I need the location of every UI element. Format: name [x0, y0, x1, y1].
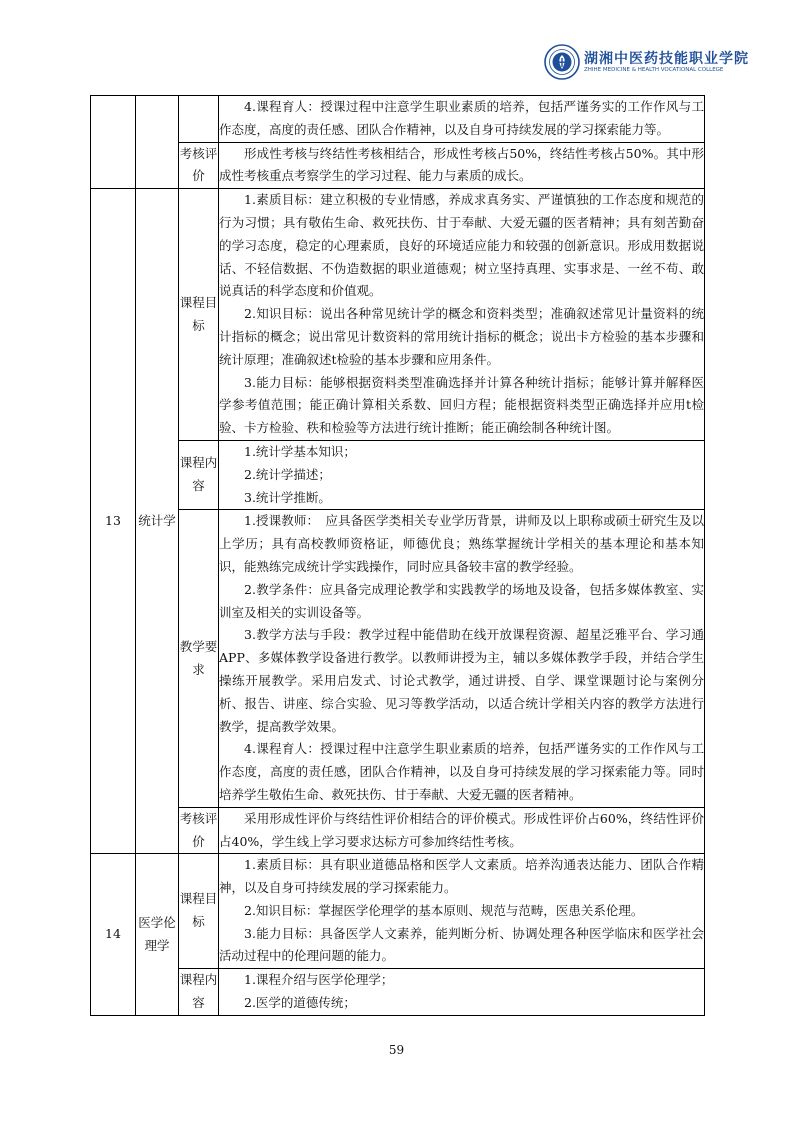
requirements-label: 教学要求 — [179, 510, 219, 807]
table-row — [91, 969, 705, 1016]
list-item: 1.统计学基本知识； — [244, 443, 356, 459]
course-number: 14 — [91, 854, 136, 1016]
content-text — [219, 440, 705, 509]
table-row — [91, 96, 705, 143]
objectives-text — [219, 189, 705, 441]
school-name-en: ZHIHE MEDICINE & HEALTH VOCATIONAL COLLEGE — [584, 67, 724, 73]
table-row — [91, 189, 705, 441]
objectives-label: 课程目标 — [179, 189, 219, 441]
course-name: 医学伦理学 — [136, 854, 179, 1016]
course-name: 统计学 — [136, 189, 179, 854]
paragraph: 4.课程育人：授课过程中注意学生职业素质的培养，包括严谨务实的工作作风与工作态度，高度的责任感，团队合作精神，以及自身可持续发展的学习探索能力等。同时培养学生敬佑生命、救死扶伤、甘于奉献、大爱无疆的医者精神。 — [219, 741, 704, 802]
paragraph: 采用形成性评价与终结性评价相结合的评价模式。形成性评价占60%，终结性评价占40%，学生线上学习要求达标方可参加终结性考核。 — [219, 810, 704, 849]
paragraph: 2.知识目标：掌握医学伦理学的基本原则、规范与范畴，医患关系伦理。 — [244, 902, 644, 918]
assessment-label: 考核评价 — [179, 807, 219, 854]
paragraph: 1.素质目标：具有职业道德品格和医学人文素质。培养沟通表达能力、团队合作精神，以及自身可持续发展的学习探索能力。 — [219, 857, 704, 896]
paragraph: 4.课程育人：授课过程中注意学生职业素质的培养，包括严谨务实的工作作风与工作态度，高度的责任感、团队合作精神，以及自身可持续发展的学习探索能力等。 — [219, 99, 704, 137]
paragraph: 1.授课教师： 应具备医学类相关专业学历背景，讲师及以上职称或硕士研究生及以上学历；具有高校教师资格证，师德优良；熟练掌握统计学相关的基本理论和基本知识，能熟练完成统计学实践操作，同时应具备较丰富的教学经验。 — [219, 513, 704, 574]
paragraph: 2.知识目标：说出各种常见统计学的概念和资料类型；准确叙述常见计量资料的统计指标的概念；说出常见计数资料的常用统计指标的概念；说出卡方检验的基本步骤和统计原理；准确叙述t检验的基本步骤和应用条件。 — [219, 306, 704, 367]
objectives-text — [219, 854, 705, 969]
list-item: 1.课程介绍与医学伦理学； — [244, 972, 394, 988]
course-number-cell — [91, 96, 136, 189]
school-name-cn: 湖湘中医药技能职业学院 — [584, 51, 749, 67]
curriculum-table — [90, 95, 705, 1016]
school-logo — [544, 44, 749, 84]
paragraph: 3.能力目标：能够根据资料类型准确选择并计算各种统计指标；能够计算并解释医学参考值范围；能正确计算相关系数、回归方程；能根据资料类型正确选择并应用t检验、卡方检验、秩和检验等方法进行统计推断；能正确绘制各种统计图。 — [219, 374, 704, 436]
table-row — [91, 807, 705, 854]
list-item: 2.统计学描述； — [244, 466, 331, 482]
course-number: 13 — [91, 189, 136, 854]
requirements-text — [219, 510, 705, 807]
paragraph: 3.教学方法与手段：教学过程中能借助在线开放课程资源、超星泛雅平台、学习通APP、多媒体教学设备进行教学。以教师讲授为主，辅以多媒体教学手段，并结合学生操练开展教学。采用启发式、讨论式教学，通过讲授、自学、课堂课题讨论与案例分析、报告、讲座、综合实验、见习等教学活动，以适合统计学相关内容的教学方法进行教学，提高教学效果。 — [219, 627, 704, 734]
school-emblem-icon — [544, 44, 580, 80]
assessment-label: 考核评价 — [179, 142, 219, 189]
paragraph: 3.能力目标：具备医学人文素养，能判断分析、协调处理各种医学临床和医学社会活动过程中的伦理问题的能力。 — [219, 925, 704, 964]
list-item: 3.统计学推断。 — [244, 489, 331, 505]
table-row — [91, 854, 705, 969]
paragraph: 1.素质目标：建立积极的专业情感，养成求真务实、严谨慎独的工作态度和规范的行为习惯；具有敬佑生命、救死扶伤、甘于奉献、大爱无疆的医者精神；具有刻苦勤奋的学习态度，稳定的心理素质，良好的环境适应能力和较强的创新意识。形成用数据说话、不轻信数据、不伪造数据的职业道德观；树立坚持真理、实事求是、一丝不苟、敢说真话的科学态度和价值观。 — [219, 192, 704, 299]
objectives-label: 课程目标 — [179, 854, 219, 969]
paragraph: 形成性考核与终结性考核相结合，形成性考核占50%，终结性考核占50%。其中形成性考核重点考察学生的学习过程、能力与素质的成长。 — [219, 145, 704, 184]
content-label: 课程内容 — [179, 440, 219, 509]
table-row — [91, 142, 705, 189]
content-text — [219, 969, 705, 1016]
content-label: 课程内容 — [179, 969, 219, 1016]
assessment-text — [219, 142, 705, 189]
course-name-cell — [136, 96, 179, 189]
table-row — [91, 440, 705, 509]
category-cell — [179, 96, 219, 143]
page-number: 59 — [388, 1043, 405, 1057]
table-row — [91, 510, 705, 807]
paragraph: 2.教学条件：应具备完成理论教学和实践教学的场地及设备，包括多媒体教室、实训室及相关的实训设备等。 — [219, 581, 704, 620]
teaching-requirements-tail — [219, 96, 705, 143]
list-item: 2.医学的道德传统； — [244, 995, 356, 1011]
assessment-text — [219, 807, 705, 854]
